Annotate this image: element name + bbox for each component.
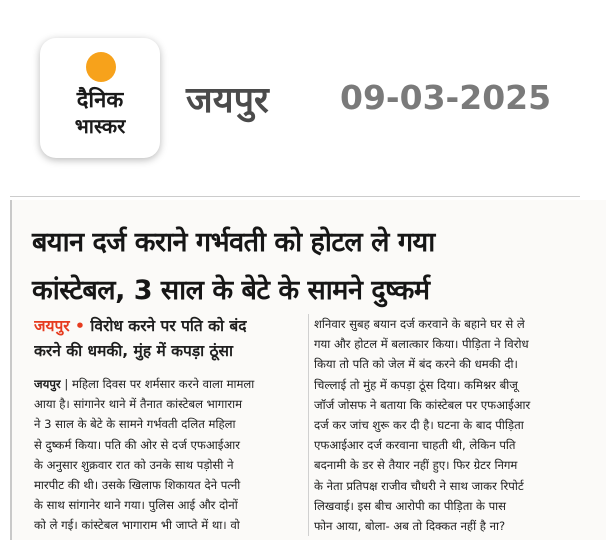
headline-line-1: बयान दर्ज कराने गर्भवती को होटल ले गया — [32, 227, 435, 258]
body-line-right: के नेता प्रतिपक्ष राजीव चौधरी ने साथ जाकर रिपोर्ट — [314, 478, 524, 493]
subhead-location: जयपुर — [34, 317, 70, 335]
body-line-right: एफआईआर दर्ज करवाना चाहती थी, लेकिन पति — [314, 438, 516, 453]
body-line-left: महिला दिवस पर शर्मसार करने वाला मामला — [71, 377, 255, 391]
body-line-right: लिखवाई। इस बीच आरोपी का पीड़िता के पास — [314, 498, 507, 513]
body-line-right: शनिवार सुबह बयान दर्ज करवाने के बहाने घर से ले — [314, 317, 525, 331]
clipping-edge-line — [10, 200, 12, 540]
edition-date: 09-03-2025 — [340, 78, 552, 117]
bullet-icon: • — [75, 317, 85, 335]
article-body-right — [314, 314, 590, 536]
logo-text-bhaskar: भास्कर — [74, 114, 126, 138]
edition-city: जयपुर — [186, 80, 269, 121]
article-body-left: जयपुर | महिला दिवस पर शर्मसार करने वाला मामला आया है। सांगानेर थाने में तैनात कांस्टेबल भागाराम ने 3 साल के बेटे के सामने गर्भवती दलित महिला से दुष्कर्म किया। पति की ओर से दर्ज एफआईआर के अनुसार शुक्रवार रात को उनके साथ पड़ोसी ने मारपीट की थी। उसके खिलाफ शिकायत देने पत्नी के साथ सांगानेर थाने गया। पुलिस आई और दोनों को ले गई। कांस्टेबल भागाराम भी जाप्ते में था। वो — [34, 374, 302, 536]
header-divider — [10, 196, 580, 197]
body-line-left: के साथ सांगानेर थाने गया। पुलिस आई और दोनों — [34, 498, 238, 513]
body-line-right: जॉर्ज जोसफ ने बताया कि कांस्टेबल पर एफआईआर — [314, 397, 531, 412]
body-line-right: चिल्लाई तो मुंह में कपड़ा ठूंस दिया। कमिश्नर बीजू — [314, 377, 518, 392]
subhead-text-2: करने की धमकी, मुंह में कपड़ा ठूंसा — [34, 342, 234, 360]
body-line-left: आया है। सांगानेर थाने में तैनात कांस्टेबल भागाराम — [34, 397, 243, 412]
body-line-right: दर्ज कर जांच शुरू कर दी है। घटना के बाद पीड़िता — [314, 418, 524, 433]
body-line-right: बदनामी के डर से तैयार नहीं हुए। फिर ग्रेटर निगम — [314, 458, 518, 473]
body-line-left: ने 3 साल के बेटे के सामने गर्भवती दलित महिला — [34, 417, 236, 432]
logo-text-dainik: दैनिक — [76, 88, 124, 113]
sun-icon — [86, 52, 116, 82]
dainik-bhaskar-logo — [40, 38, 160, 158]
body-line-left: के अनुसार शुक्रवार रात को उनके साथ पड़ोसी ने — [34, 457, 234, 472]
column-divider — [308, 314, 309, 536]
body-line-right: किया तो पति को जेल में बंद करने की धमकी दी। — [314, 357, 518, 372]
body-line-left: को ले गई। कांस्टेबल भागाराम भी जाप्ते में था। वो — [34, 518, 240, 533]
body-location: जयपुर — [34, 377, 61, 391]
body-line-right: फोन आया, बोला- अब तो दिक्कत नहीं है ना? — [314, 519, 506, 534]
news-clipping — [10, 200, 606, 540]
subhead-text-1: विरोध करने पर पति को बंद — [90, 317, 247, 335]
headline-line-2: कांस्टेबल, 3 साल के बेटे के सामने दुष्कर्म — [32, 275, 430, 306]
body-line-right: गया और होटल में बलात्कार किया। पीड़िता ने विरोध — [314, 337, 529, 352]
subheadline — [34, 314, 304, 364]
body-line-left: मारपीट की थी। उसके खिलाफ शिकायत देने पत्नी — [34, 478, 241, 493]
body-line-left: से दुष्कर्म किया। पति की ओर से दर्ज एफआईआर — [34, 437, 240, 452]
